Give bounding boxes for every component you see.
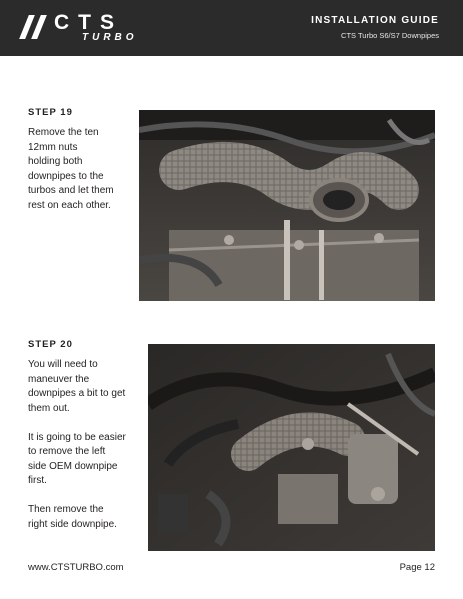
step-20-photo [148,344,435,551]
step-20-text: You will need to maneuver the downpipes a bit to get them out. It is going to be easier to remove the left side OEM downpipe first. Then remove the right side downpipe. [28,359,126,530]
guide-subtitle: CTS Turbo S6/S7 Downpipes [341,31,439,40]
logo-text: CTS [54,11,123,34]
step-19-text: Remove the ten 12mm nuts holding both downpipes to the turbos and let them rest on each other. [28,127,114,211]
step-19-title: STEP 19 [28,107,73,118]
engine-bay-photo-icon [139,110,435,301]
step-19-photo [139,110,435,301]
logo-subtext: TURBO [82,32,138,43]
cts-turbo-logo [24,13,150,43]
footer-url[interactable]: www.CTSTURBO.com [28,562,124,573]
guide-title: INSTALLATION GUIDE [311,15,439,26]
page-header [0,0,463,56]
step-20-title: STEP 20 [28,339,73,350]
page-number: Page 12 [399,562,435,573]
logo-slash-icon [31,15,47,39]
engine-bay-photo-icon [148,344,435,551]
